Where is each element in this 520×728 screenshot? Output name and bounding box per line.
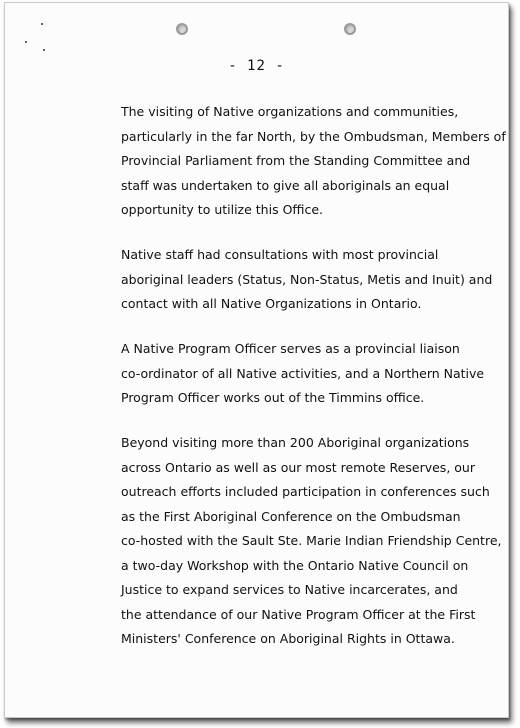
text-line: across Ontario as well as our most remote Reserves, our (121, 459, 475, 475)
binder-hole-left (176, 23, 188, 35)
text-line: staff was undertaken to give all aboriginals an equal (121, 177, 450, 193)
text-line: aboriginal leaders (Status, Non-Status, Metis and Inuit) and (121, 271, 493, 287)
text-line: A Native Program Officer serves as a provincial liaison (121, 341, 460, 356)
text-line: opportunity to utilize this Office. (121, 202, 324, 217)
paragraph-1 (121, 100, 506, 223)
text-line: Beyond visiting more than 200 Aboriginal organizations (121, 435, 470, 450)
paragraph-3 (121, 337, 484, 411)
paper-speck (41, 23, 43, 25)
document-page (4, 2, 509, 718)
text-line: as the First Aboriginal Conference on the Ombudsman (121, 508, 461, 524)
text-line: co-hosted with the Sault Ste. Marie Indian Friendship Centre, (121, 533, 502, 548)
text-line: outreach efforts included participation in conferences such (121, 484, 490, 499)
paragraph-2 (121, 243, 492, 317)
text-line: the attendance of our Native Program Officer at the First (121, 606, 476, 622)
text-line: Native staff had consultations with most provincial (121, 247, 439, 262)
paper-speck (43, 49, 45, 51)
binder-hole-right (344, 23, 356, 35)
text-line: a two-day Workshop with the Ontario Native Council on (121, 557, 469, 573)
text-line: Justice to expand services to Native incarcerates, and (121, 582, 458, 597)
text-line: particularly in the far North, by the Ombudsman, Members of (121, 128, 506, 144)
text-line: co-ordinator of all Native activities, and a Northern Native (121, 365, 485, 381)
paper-speck (25, 41, 27, 43)
text-line: Ministers' Conference on Aboriginal Rights in Ottawa. (121, 631, 455, 646)
page-number: - 12 - (228, 58, 285, 74)
paragraph-4 (121, 431, 501, 652)
text-line: The visiting of Native organizations and communities, (121, 104, 459, 119)
text-line: Provincial Parliament from the Standing Committee and (121, 153, 471, 168)
text-line: contact with all Native Organizations in Ontario. (121, 296, 422, 311)
text-line: Program Officer works out of the Timmins office. (121, 390, 425, 405)
